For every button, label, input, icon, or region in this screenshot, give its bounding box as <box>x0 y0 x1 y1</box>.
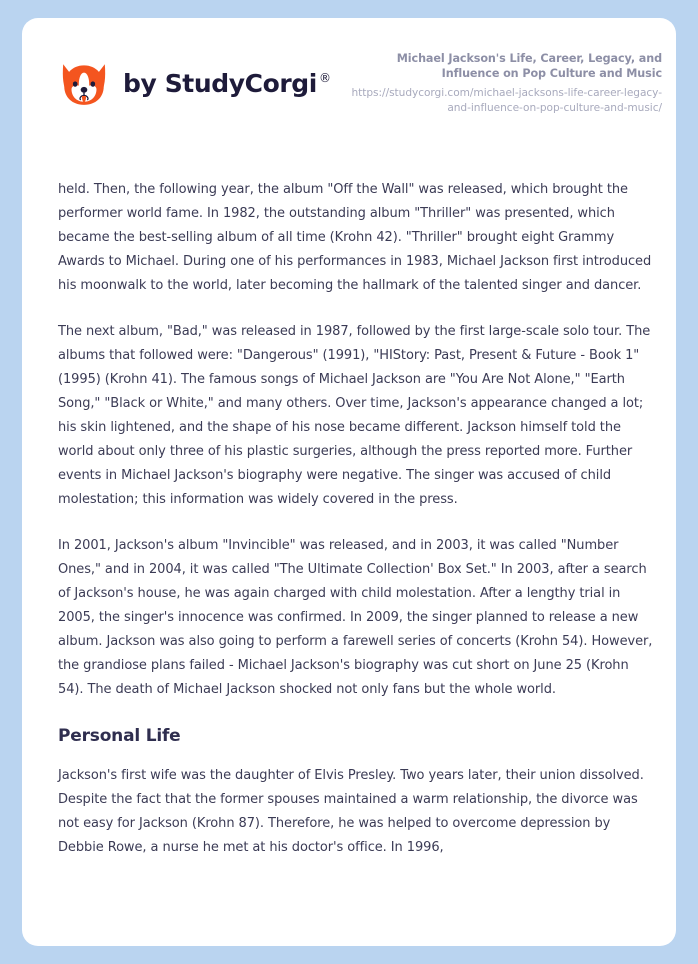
document-body <box>58 178 658 860</box>
source-url: https://studycorgi.com/michael-jacksons-life-career-legacy-and-influence-on-pop-culture-and-music/ <box>351 87 662 114</box>
section-heading-personal-life: Personal Life <box>58 726 181 746</box>
page-title: Michael Jackson's Life, Career, Legacy, and Influence on Pop Culture and Music <box>396 52 662 81</box>
body-paragraph: The next album, "Bad," was released in 1987, followed by the first large-scale solo tour. The albums that followed were: "Dangerous" (1991), "HIStory: Past, Present & Future - Book 1" (1995) (Krohn 41). The famous songs of Michael Jackson are "You Are Not Alone," "Earth Song," "Black or White," and many others. Over time, Jackson's appearance changed a lot; his skin lightened, and the shape of his nose became different. Jackson himself told the world about only three of his plastic surgeries, although the press reported more. Further events in Michael Jackson's biography were negative. The singer was accused of child molestation; this information was widely covered in the press. <box>58 324 651 507</box>
document-header <box>22 18 676 148</box>
registered-trademark-icon: ® <box>318 71 331 86</box>
body-paragraph: Jackson's first wife was the daughter of Elvis Presley. Two years later, their union dissolved. Despite the fact that the former spouses maintained a warm relationship, the divorce was not easy for Jackson (Krohn 87). Therefore, he was helped to overcome depression by Debbie Rowe, a nurse he met at his doctor's office. In 1996, <box>58 768 644 855</box>
corgi-face-icon <box>58 57 110 109</box>
document-meta <box>331 51 664 115</box>
document-page <box>22 18 676 946</box>
body-paragraph: held. Then, the following year, the album "Off the Wall" was released, which brought the performer world fame. In 1982, the outstanding album "Thriller" was presented, which became the best-selling album of all time (Krohn 42). "Thriller" brought eight Grammy Awards to Michael. During one of his performances in 1983, Michael Jackson first introduced his moonwalk to the world, later becoming the hallmark of the talented singer and dancer. <box>58 182 652 293</box>
body-paragraph: In 2001, Jackson's album "Invincible" was released, and in 2003, it was called "Number Ones," and in 2004, it was called "The Ultimate Collection' Box Set." In 2003, after a search of Jackson's house, he was again charged with child molestation. After a lengthy trial in 2005, the singer's innocence was confirmed. In 2009, the singer planned to release a new album. Jackson was also going to perform a farewell series of concerts (Krohn 54). However, the grandiose plans failed - Michael Jackson's biography was cut short on June 25 (Krohn 54). The death of Michael Jackson shocked not only fans but the whole world. <box>58 538 653 697</box>
brand-wordmark-text: by StudyCorgi <box>123 68 317 98</box>
brand-lockup[interactable] <box>58 57 331 109</box>
brand-wordmark <box>123 68 331 98</box>
